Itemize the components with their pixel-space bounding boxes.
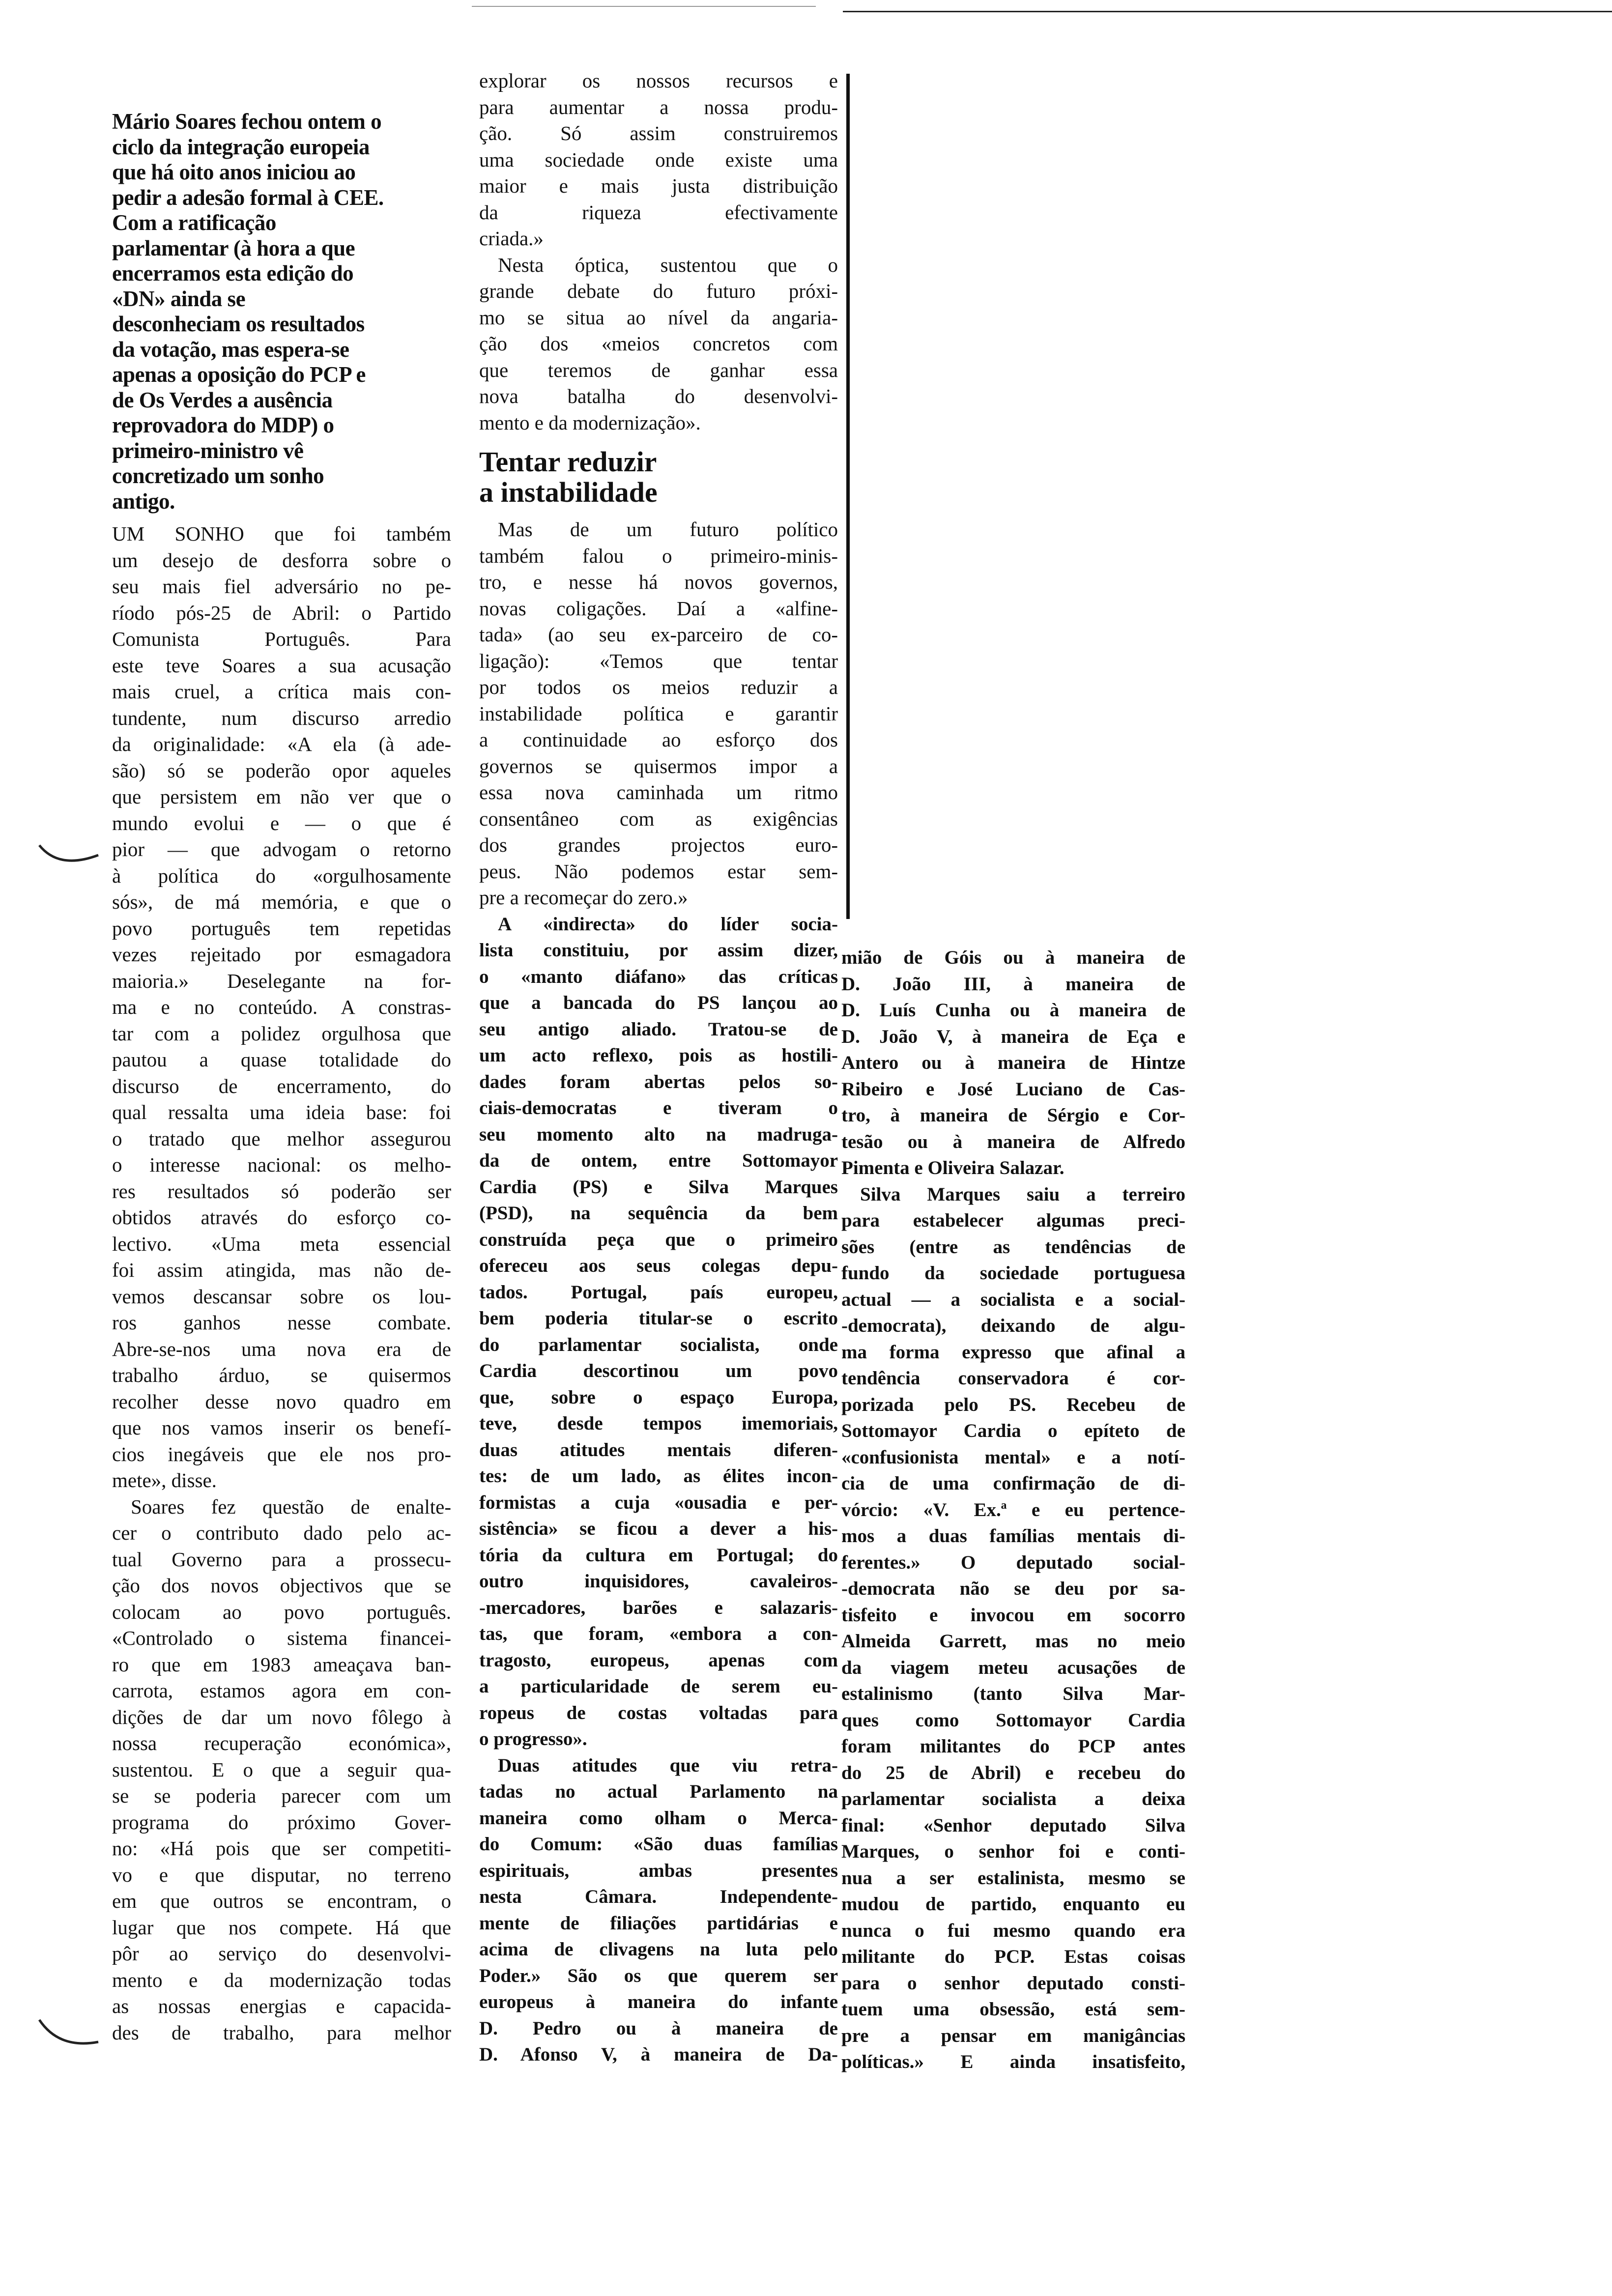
text-line: tes: de um lado, as élites incon- <box>479 1465 838 1487</box>
text-line: que persistem em não ver que o <box>112 785 451 808</box>
paragraph <box>479 911 838 1752</box>
text-line: tuem uma obsessão, está sem- <box>841 1999 1185 2020</box>
text-line: as nossas energias e capacida- <box>112 1995 451 2017</box>
text-line: «DN» ainda se <box>112 286 246 311</box>
text-line: ma e no conteúdo. A constras- <box>112 996 451 1018</box>
top-rule <box>843 11 1612 12</box>
text-line: construída peça que o primeiro <box>479 1229 838 1250</box>
text-line: criada.» <box>479 227 544 250</box>
text-line: tual Governo para a prossecu- <box>112 1548 451 1571</box>
text-line: tas, que foram, «embora a con- <box>479 1623 838 1644</box>
text-line: ção dos novos objectivos que se <box>112 1574 451 1597</box>
text-line: do parlamentar socialista, onde <box>479 1334 838 1355</box>
text-line: Duas atitudes que viu retra- <box>498 1754 838 1776</box>
text-line: cios inegáveis que ele nos pro- <box>112 1442 451 1465</box>
text-line: Marques, o senhor foi e conti- <box>841 1841 1185 1862</box>
text-line: cer o contributo dado pelo ac- <box>112 1521 451 1544</box>
text-line: são) só se poderão opor aqueles <box>112 759 451 782</box>
text-line: também falou o primeiro-minis- <box>479 544 838 567</box>
text-line: bem poderia titular-se o escrito <box>479 1308 838 1329</box>
text-line: mundo evolui e — o que é <box>112 811 451 834</box>
text-line: Sottomayor Cardia o epíteto de <box>841 1420 1185 1441</box>
paragraph <box>112 1494 451 2046</box>
text-line: que, sobre o espaço Europa, <box>479 1386 838 1408</box>
text-line: da originalidade: «A ela (à ade- <box>112 733 451 755</box>
text-line: essa nova caminhada um ritmo <box>479 781 838 804</box>
text-line: vemos descansar sobre os lou- <box>112 1285 451 1308</box>
column-rule <box>846 74 850 919</box>
text-line: que teremos de ganhar essa <box>479 358 838 381</box>
text-line: D. Pedro ou à maneira de <box>479 2017 838 2039</box>
text-line: Ribeiro e José Luciano de Cas- <box>841 1078 1185 1100</box>
text-line: tro, à maneira de Sérgio e Cor- <box>841 1105 1185 1126</box>
text-line: explorar os nossos recursos e <box>479 69 838 92</box>
text-line: maioria.» Deselegante na for- <box>112 969 451 992</box>
text-line: fundo da sociedade portuguesa <box>841 1263 1185 1284</box>
text-line: governos se quisermos impor a <box>479 754 838 777</box>
text-line: da de ontem, entre Sottomayor <box>479 1150 838 1171</box>
text-line: que nos vamos inserir os benefí- <box>112 1416 451 1439</box>
text-line: seu momento alto na madruga- <box>479 1123 838 1145</box>
text-line: ligação): «Temos que tentar <box>479 649 838 672</box>
text-line: tada» (ao seu ex-parceiro de co- <box>479 623 838 646</box>
text-line: antigo. <box>112 488 175 514</box>
text-line: mento e da modernização». <box>479 411 701 434</box>
text-line: peus. Não podemos estar sem- <box>479 860 838 883</box>
text-line: vezes rejeitado por esmagadora <box>112 943 451 966</box>
text-line: consentâneo com as exigências <box>479 807 838 830</box>
text-line: Mas de um futuro político <box>498 518 838 541</box>
text-line: D. João V, à maneira de Eça e <box>841 1026 1185 1047</box>
text-line: lista constituiu, por assim dizer, <box>479 940 838 961</box>
text-line: desconheciam os resultados <box>112 312 365 336</box>
text-line: actual — a socialista e a social- <box>841 1289 1185 1310</box>
text-line: Silva Marques saiu a terreiro <box>860 1183 1185 1205</box>
text-line: do Comum: «São duas famílias <box>479 1834 838 1855</box>
article-lead <box>112 109 451 514</box>
margin-pen-mark-icon <box>34 835 108 880</box>
text-line: tadas no actual Parlamento na <box>479 1781 838 1802</box>
text-line: em que outros se encontram, o <box>112 1890 451 1912</box>
text-line: A «indirecta» do líder socia- <box>498 913 838 935</box>
text-line: ciais-democratas e tiveram o <box>479 1097 838 1119</box>
text-line: espirituais, ambas presentes <box>479 1860 838 1881</box>
text-line: reprovadora do MDP) o <box>112 413 334 437</box>
text-line: nova batalha do desenvolvi- <box>479 385 838 407</box>
text-line: UM SONHO que foi também <box>112 522 451 545</box>
text-line: D. João III, à maneira de <box>841 973 1185 995</box>
text-line: tro, e nesse há novos governos, <box>479 571 838 593</box>
text-line: Mário Soares fechou ontem o <box>112 109 382 134</box>
article-column-2 <box>479 68 838 2068</box>
text-line: uma sociedade onde existe uma <box>479 148 838 171</box>
text-line: apenas a oposição do PCP e <box>112 362 366 387</box>
text-line: tisfeito e invocou em socorro <box>841 1604 1185 1626</box>
paragraph <box>841 1181 1185 2075</box>
text-line: parlamentar socialista a deixa <box>841 1788 1185 1809</box>
text-line: ques como Sottomayor Cardia <box>841 1709 1185 1731</box>
text-line: que a bancada do PS lançou ao <box>479 992 838 1013</box>
text-line: povo português tem repetidas <box>112 917 451 940</box>
text-line: teve, desde tempos imemoriais, <box>479 1413 838 1434</box>
text-line: do 25 de Abril) e recebeu do <box>841 1762 1185 1783</box>
text-line: a instabilidade <box>479 476 658 508</box>
text-line: Cardia descortinou um povo <box>479 1360 838 1381</box>
text-line: mião de Góis ou à maneira de <box>841 947 1185 968</box>
text-line: qual ressalta uma ideia base: foi <box>112 1101 451 1123</box>
text-line: final: «Senhor deputado Silva <box>841 1814 1185 1836</box>
text-line: programa do próximo Gover- <box>112 1810 451 1834</box>
text-line: estalinismo (tanto Silva Mar- <box>841 1683 1185 1704</box>
text-line: da riqueza efectivamente <box>479 201 838 224</box>
text-line: -democrata não se deu por sa- <box>841 1578 1185 1599</box>
text-line: tendência conservadora é cor- <box>841 1368 1185 1389</box>
text-line: sós», de má memória, e que o <box>112 890 451 913</box>
text-line: mais cruel, a crítica mais con- <box>112 680 451 703</box>
paragraph <box>479 252 838 436</box>
text-line: seu antigo aliado. Tratou-se de <box>479 1018 838 1040</box>
text-line: mo se situa ao nível da angaria- <box>479 306 838 329</box>
text-line: tados. Portugal, país europeu, <box>479 1281 838 1303</box>
text-line: concretizado um sonho <box>112 463 324 488</box>
text-line: foi assim atingida, mas não de- <box>112 1259 451 1281</box>
text-line: lectivo. «Uma meta essencial <box>112 1232 451 1255</box>
text-line: a particularidade de serem eu- <box>479 1676 838 1697</box>
text-line: o interesse nacional: os melho- <box>112 1153 451 1176</box>
text-line: dos grandes projectos euro- <box>479 833 838 856</box>
text-line: maior e mais justa distribuição <box>479 174 838 197</box>
text-line: Com a ratificação <box>112 210 276 235</box>
text-line: cia de uma confirmação de di- <box>841 1473 1185 1494</box>
text-line: discurso de encerramento, do <box>112 1074 451 1097</box>
text-line: vórcio: «V. Ex.ª e eu pertence- <box>841 1499 1185 1521</box>
text-line: foram militantes do PCP antes <box>841 1736 1185 1757</box>
text-line: ciclo da integração europeia <box>112 134 370 159</box>
text-line: tesão ou à maneira de Alfredo <box>841 1131 1185 1152</box>
text-line: sustentou. E o que a seguir qua- <box>112 1758 451 1781</box>
text-line: um acto reflexo, pois as hostili- <box>479 1045 838 1066</box>
top-rule-faint <box>472 6 816 7</box>
text-line: Nesta óptica, sustentou que o <box>498 253 838 276</box>
text-line: parlamentar (à hora a que <box>112 235 355 260</box>
text-line: mente de filiações partidárias e <box>479 1912 838 1934</box>
text-line: «confusionista mental» e a notí- <box>841 1446 1185 1468</box>
text-line: Soares fez questão de enalte- <box>131 1495 451 1518</box>
text-line: nesta Câmara. Independente- <box>479 1886 838 1907</box>
text-line: ofereceu aos seus colegas depu- <box>479 1255 838 1276</box>
text-line: ferentes.» O deputado social- <box>841 1551 1185 1573</box>
text-line: da viagem meteu acusações de <box>841 1657 1185 1678</box>
text-line: a continuidade ao esforço dos <box>479 728 838 751</box>
text-line: pôr ao serviço do desenvolvi- <box>112 1942 451 1965</box>
text-line: no: «Há pois que ser competiti- <box>112 1837 451 1860</box>
text-line: ção. Só assim construiremos <box>479 122 838 144</box>
text-line: Almeida Garrett, mas no meio <box>841 1631 1185 1652</box>
text-line: da votação, mas espera-se <box>112 337 349 362</box>
paragraph <box>479 68 838 252</box>
text-line: militante do PCP. Estas coisas <box>841 1946 1185 1967</box>
text-line: D. Luís Cunha ou à maneira de <box>841 1000 1185 1021</box>
text-line: formistas a cuja «ousadia e per- <box>479 1492 838 1513</box>
text-line: pre a pensar em manigâncias <box>841 2025 1185 2046</box>
text-line: ropeus de costas voltadas para <box>479 1702 838 1723</box>
text-line: pautou a quase totalidade do <box>112 1048 451 1071</box>
text-line: seu mais fiel adversário no pe- <box>112 575 451 598</box>
text-line: mete», disse. <box>112 1469 217 1492</box>
text-line: primeiro-ministro vê <box>112 438 304 463</box>
text-line: nossa recuperação económica», <box>112 1732 451 1754</box>
text-line: carrota, estamos agora em con- <box>112 1679 451 1702</box>
text-line: Cardia (PS) e Silva Marques <box>479 1176 838 1198</box>
text-line: Pimenta e Oliveira Salazar. <box>841 1157 1065 1178</box>
text-line: vo e que disputar, no terreno <box>112 1863 451 1886</box>
text-line: políticas.» E ainda insatisfeito, <box>841 2051 1185 2072</box>
text-line: ro que em 1983 ameaçava ban- <box>112 1653 451 1676</box>
text-line: -mercadores, barões e salazaris- <box>479 1597 838 1618</box>
text-line: para estabelecer algumas preci- <box>841 1210 1185 1231</box>
section-heading <box>479 447 838 508</box>
paragraph <box>479 517 838 911</box>
text-line: instabilidade política e garantir <box>479 702 838 725</box>
article-column-1 <box>112 109 451 2046</box>
text-line: maneira como olham o Merca- <box>479 1807 838 1829</box>
text-line: o progresso». <box>479 1728 587 1750</box>
text-line: à política do «orgulhosamente <box>112 864 451 887</box>
text-line: o «manto diáfano» das críticas <box>479 966 838 987</box>
text-line: Abre-se-nos uma nova era de <box>112 1337 451 1360</box>
text-line: que há oito anos iniciou ao <box>112 160 356 184</box>
text-line: sistência» se ficou a dever a his- <box>479 1518 838 1539</box>
text-line: nunca o fui mesmo quando era <box>841 1920 1185 1941</box>
text-line: dições de dar um novo fôlego à <box>112 1705 451 1728</box>
text-line: porizada pelo PS. Recebeu de <box>841 1394 1185 1415</box>
text-line: se se poderia parecer com um <box>112 1784 451 1807</box>
text-line: Poder.» São os que querem ser <box>479 1965 838 1986</box>
text-line: de Os Verdes a ausência <box>112 387 333 412</box>
text-line: mos a duas famílias mentais di- <box>841 1525 1185 1547</box>
text-line: tragosto, europeus, apenas com <box>479 1649 838 1671</box>
text-line: mento e da modernização todas <box>112 1968 451 1991</box>
paragraph <box>112 521 451 1494</box>
text-line: grande debate do futuro próxi- <box>479 280 838 302</box>
text-line: des de trabalho, para melhor <box>112 2021 451 2044</box>
text-line: tar com a polidez orgulhosa que <box>112 1022 451 1045</box>
text-line: ríodo pós-25 de Abril: o Partido <box>112 601 451 624</box>
text-line: recolher desse novo quadro em <box>112 1390 451 1413</box>
text-line: dades foram abertas pelos so- <box>479 1071 838 1092</box>
text-line: ma forma expresso que afinal a <box>841 1341 1185 1363</box>
text-line: duas atitudes mentais diferen- <box>479 1439 838 1461</box>
text-line: colocam ao povo português. <box>112 1600 451 1623</box>
text-line: encerramos esta edição do <box>112 261 354 286</box>
text-line: D. Afonso V, à maneira de Da- <box>479 2044 838 2065</box>
text-line: «Controlado o sistema financei- <box>112 1627 451 1649</box>
text-line: trabalho árduo, se quisermos <box>112 1364 451 1386</box>
text-line: tundente, num discurso arredio <box>112 706 451 729</box>
text-line: novas coligações. Daí a «alfine- <box>479 597 838 620</box>
text-line: nua a ser estalinista, mesmo se <box>841 1867 1185 1889</box>
text-line: res resultados só poderão ser <box>112 1179 451 1203</box>
text-line: sões (entre as tendências de <box>841 1236 1185 1258</box>
text-line: (PSD), na sequência da bem <box>479 1203 838 1224</box>
text-line: por todos os meios reduzir a <box>479 676 838 698</box>
text-line: -democrata), deixando de algu- <box>841 1315 1185 1336</box>
text-line: pre a recomeçar do zero.» <box>479 886 688 909</box>
text-line: pior — que advogam o retorno <box>112 838 451 861</box>
text-line: para aumentar a nossa produ- <box>479 95 838 118</box>
paragraph <box>841 945 1185 1181</box>
text-line: outro inquisidores, cavaleiros- <box>479 1571 838 1592</box>
text-line: para o senhor deputado consti- <box>841 1972 1185 1994</box>
text-line: acima de clivagens na luta pelo <box>479 1939 838 1960</box>
text-line: mudou de partido, enquanto eu <box>841 1894 1185 1915</box>
text-line: Comunista Português. Para <box>112 628 451 650</box>
text-line: europeus à maneira do infante <box>479 1991 838 2012</box>
text-line: Antero ou à maneira de Hintze <box>841 1052 1185 1073</box>
text-line: lugar que nos compete. Há que <box>112 1916 451 1939</box>
text-line: o tratado que melhor assegurou <box>112 1127 451 1150</box>
text-line: Tentar reduzir <box>479 446 657 478</box>
article-column-3 <box>841 945 1185 2075</box>
text-line: pedir a adesão formal à CEE. <box>112 185 384 210</box>
text-line: obtidos através do esforço co- <box>112 1206 451 1229</box>
text-line: este teve Soares a sua acusação <box>112 654 451 677</box>
text-line: um desejo de desforra sobre o <box>112 548 451 572</box>
paragraph <box>479 1752 838 2068</box>
text-line: ros ganhos nesse combate. <box>112 1311 451 1334</box>
text-line: ção dos «meios concretos com <box>479 332 838 355</box>
margin-pen-mark-icon <box>34 2015 108 2059</box>
text-line: tória da cultura em Portugal; do <box>479 1544 838 1566</box>
